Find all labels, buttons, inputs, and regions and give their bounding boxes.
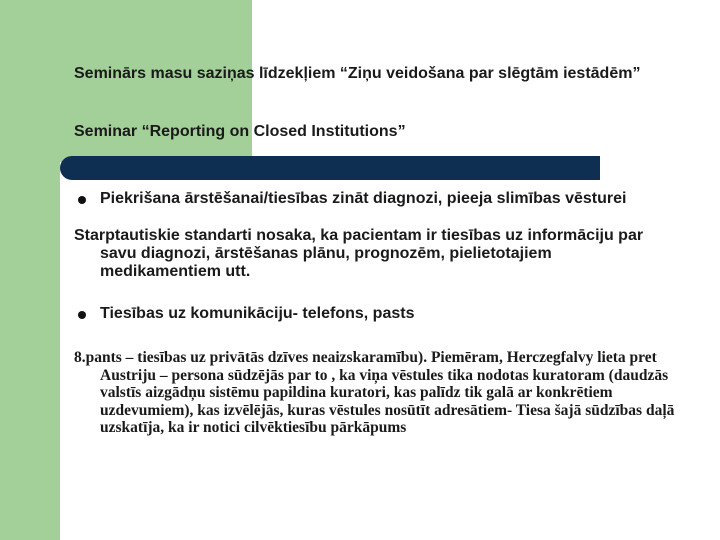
bullet-dot-icon [78,196,86,204]
case-paragraph: 8.pants – tiesības uz privātās dzīves neaizskaramību). Piemēram, Herczegfalvy lieta pret Austriju – persona sūdzējās par to , ka viņa vēstules tika nodotas kuratoram (daudzās valstīs aizgādņu sistēmu papildina kuratori, kas palīdz tik galā ar konkrētiem uzdevumiem), kas izvēlējās, kuras vēstules nosūtīt adresātiem- Tiesa šajā sūdzības daļā uzskatīja, ka ir notici cilvēktiesību pārkāpums [74,349,675,436]
slide-title: Seminārs masu saziņas līdzekļiem “Ziņu veidošana par slēgtām iestādēm” [74,65,641,82]
bullet-item-communication [78,305,638,323]
bullet-dot-icon [78,311,86,319]
bullet-text: Piekrišana ārstēšanai/tiesības zināt diagnozi, pieeja slimības vēsturei [100,190,627,207]
slide-subtitle: Seminar “Reporting on Closed Institutions” [74,123,406,140]
bullet-text: Tiesības uz komunikāciju- telefons, pasts [100,305,415,322]
standards-paragraph: Starptautiskie standarti nosaka, ka pacientam ir tiesības uz informāciju par savu diagnozi, ārstēšanas plānu, prognozēm, pielietotajiem medikamentiem utt. [74,227,644,280]
divider-bar [60,156,600,180]
bullet-item-consent [78,190,638,208]
